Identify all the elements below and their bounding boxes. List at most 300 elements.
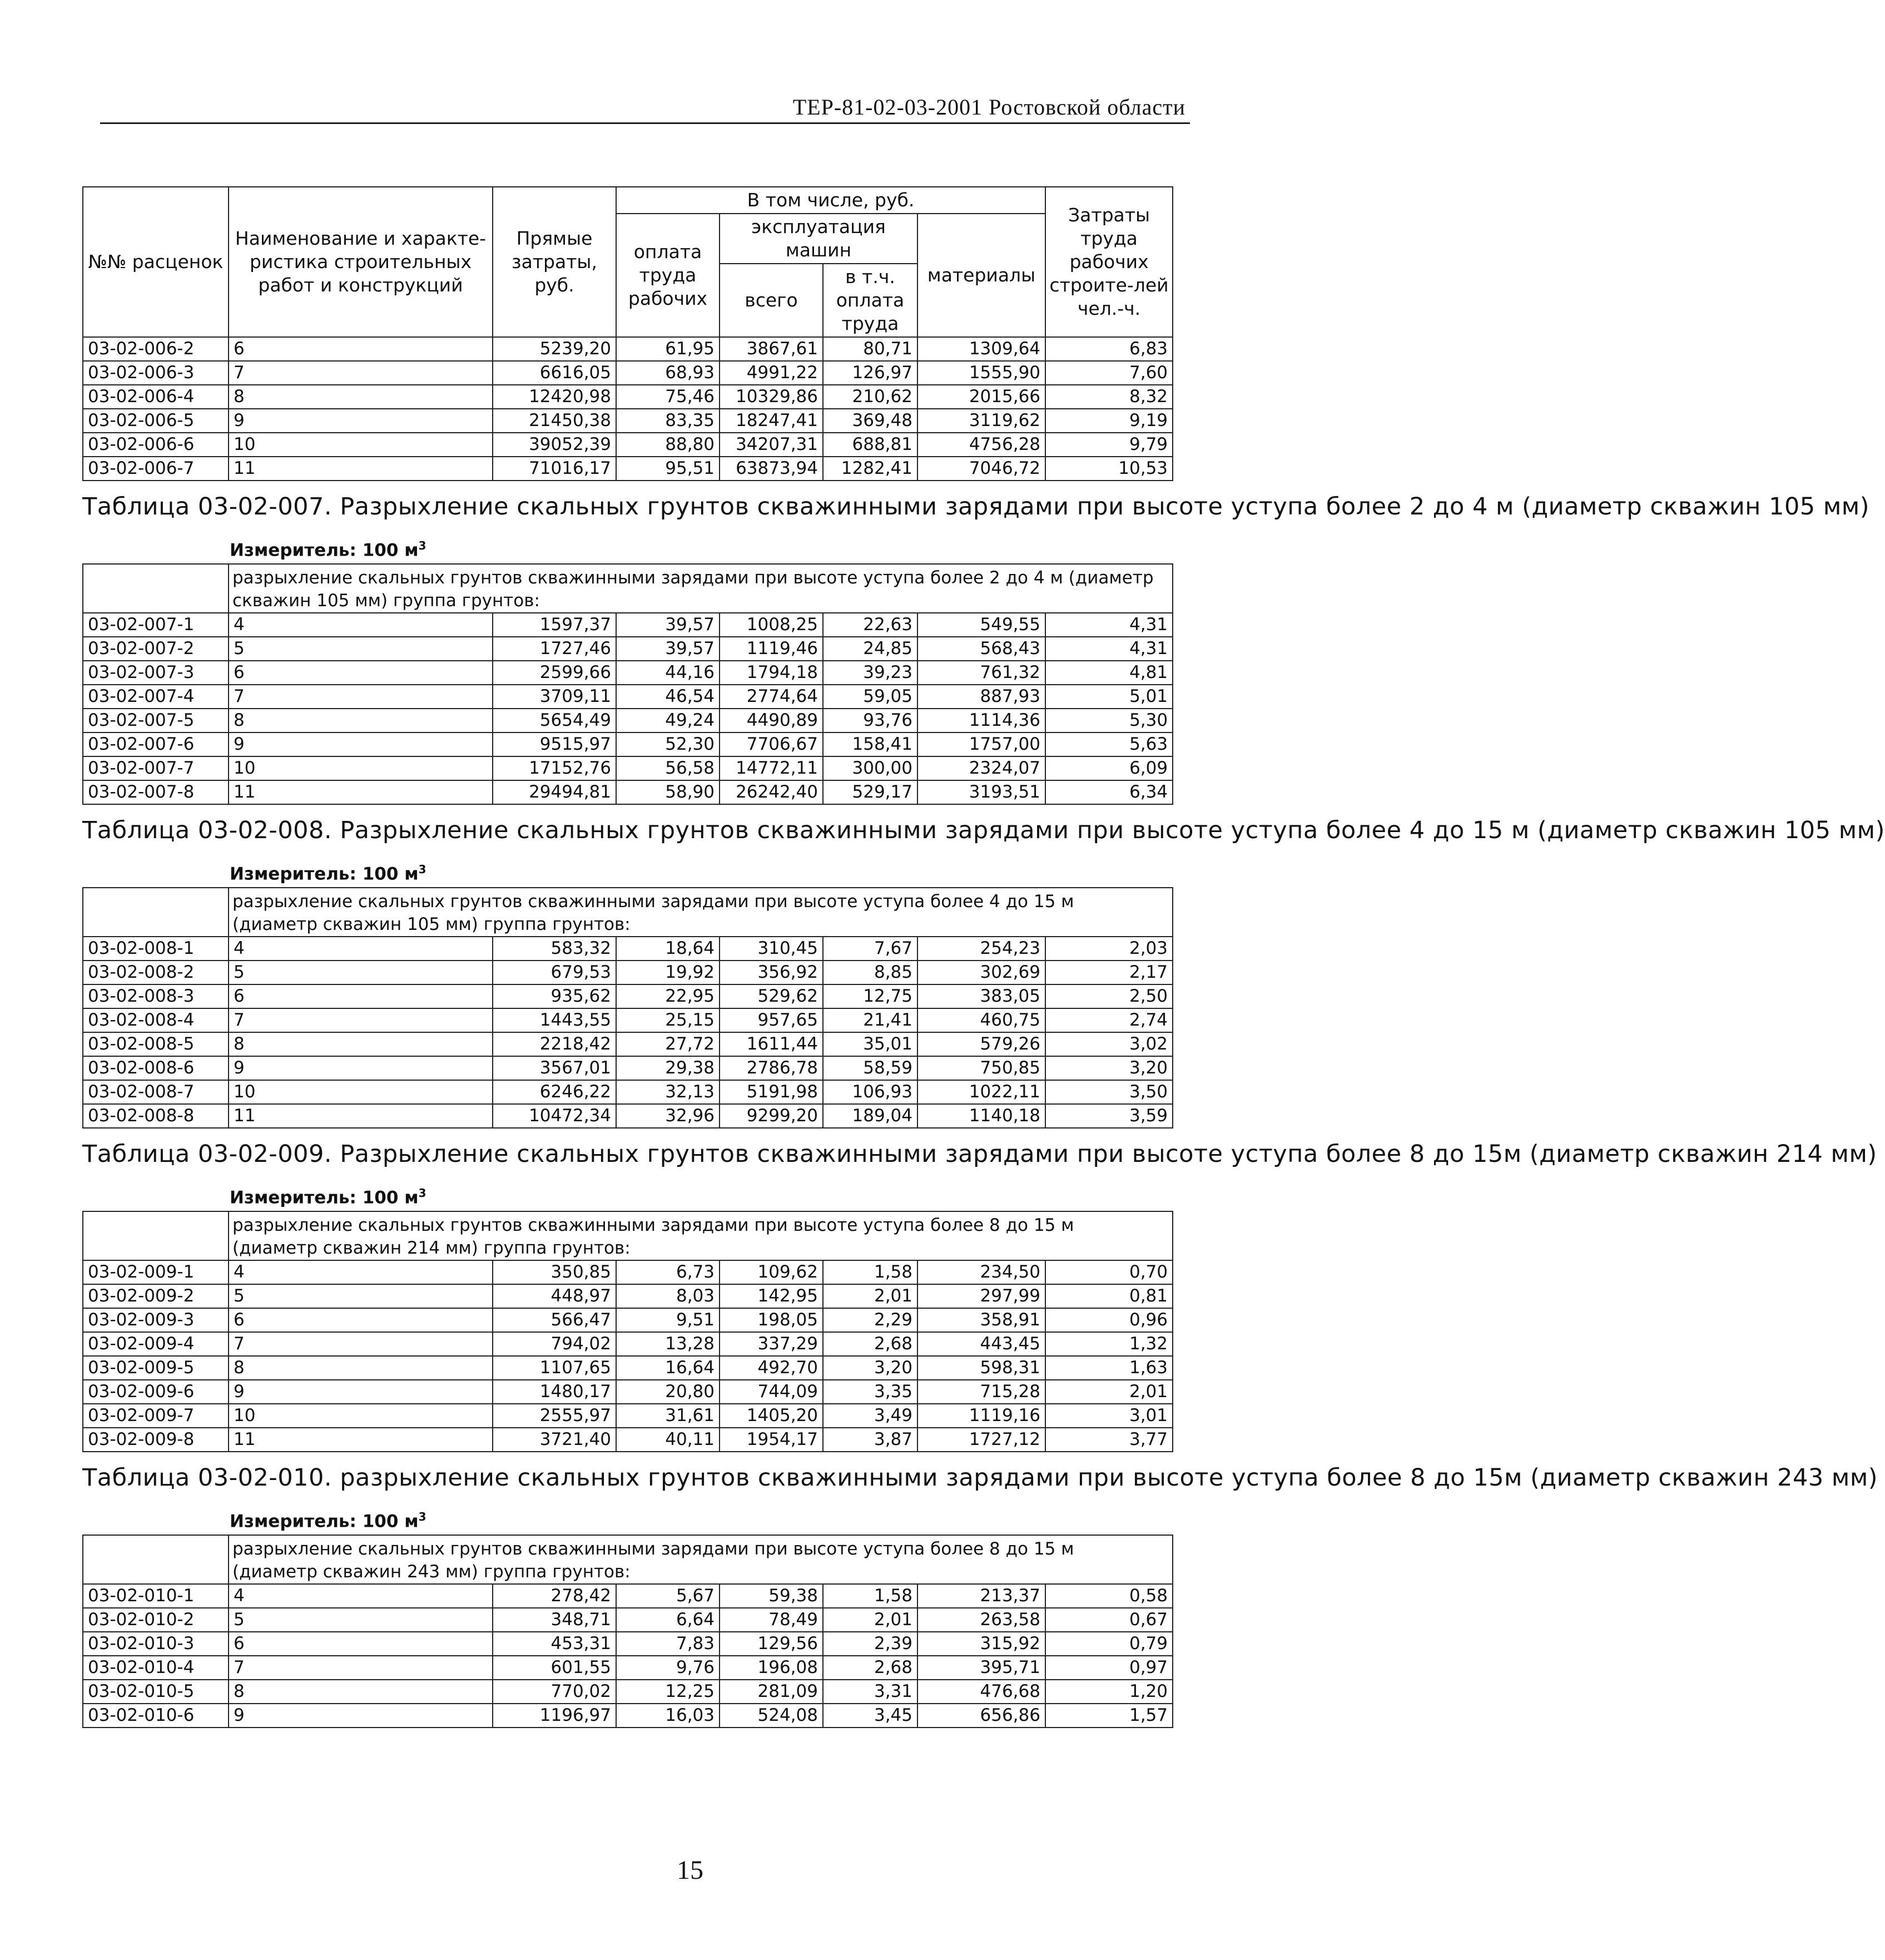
materials-cost: 715,28 xyxy=(917,1380,1045,1404)
table-row xyxy=(83,1104,1173,1128)
soil-group: 9 xyxy=(229,1056,493,1080)
machine-labor: 529,17 xyxy=(823,780,917,804)
rate-code: 03-02-007-8 xyxy=(83,780,229,804)
labor-cost: 58,90 xyxy=(616,780,720,804)
rate-code: 03-02-006-2 xyxy=(83,337,229,361)
unit-of-measure xyxy=(82,856,1172,887)
rate-code: 03-02-007-5 xyxy=(83,709,229,732)
soil-group: 8 xyxy=(229,1356,493,1380)
machine-total: 10329,86 xyxy=(720,385,823,409)
table-row xyxy=(83,961,1173,984)
table-row xyxy=(83,361,1173,385)
labor-cost: 19,92 xyxy=(616,961,720,984)
materials-cost: 761,32 xyxy=(917,661,1045,685)
machine-labor: 39,23 xyxy=(823,661,917,685)
labor-cost: 27,72 xyxy=(616,1032,720,1056)
direct-cost: 1480,17 xyxy=(493,1380,616,1404)
soil-group: 9 xyxy=(229,1380,493,1404)
labor-cost: 83,35 xyxy=(616,409,720,433)
table-row xyxy=(83,984,1173,1008)
materials-cost: 1114,36 xyxy=(917,709,1045,732)
labor-cost: 29,38 xyxy=(616,1056,720,1080)
rate-code: 03-02-007-4 xyxy=(83,685,229,709)
description-code-cell xyxy=(83,1535,229,1584)
machine-total: 1008,25 xyxy=(720,613,823,637)
machine-labor: 369,48 xyxy=(823,409,917,433)
table-row xyxy=(83,780,1173,804)
direct-cost: 1443,55 xyxy=(493,1008,616,1032)
labor-hours: 3,50 xyxy=(1045,1080,1173,1104)
col-labor-header: оплата труда рабочих xyxy=(616,214,720,337)
soil-group: 5 xyxy=(229,1284,493,1308)
materials-cost: 263,58 xyxy=(917,1608,1045,1632)
labor-hours: 3,59 xyxy=(1045,1104,1173,1128)
table-row xyxy=(83,1032,1173,1056)
top-rows xyxy=(83,337,1173,481)
materials-cost: 395,71 xyxy=(917,1656,1045,1680)
soil-group: 11 xyxy=(229,1104,493,1128)
machine-labor: 3,87 xyxy=(823,1428,917,1452)
col-name-header: Наименование и характе-ристика строительных работ и конструкций xyxy=(229,187,493,337)
machine-total: 957,65 xyxy=(720,1008,823,1032)
labor-cost: 9,51 xyxy=(616,1308,720,1332)
table-title: Таблица 03-02-010. разрыхление скальных грунтов скважинными зарядами при высоте уступа более 8 до 15м (диаметр скважин 243 мм) xyxy=(82,1464,1878,1492)
direct-cost: 3721,40 xyxy=(493,1428,616,1452)
labor-hours: 0,70 xyxy=(1045,1260,1173,1284)
table-row xyxy=(83,409,1173,433)
materials-cost: 750,85 xyxy=(917,1056,1045,1080)
labor-hours: 2,03 xyxy=(1045,937,1173,961)
labor-hours: 0,96 xyxy=(1045,1308,1173,1332)
direct-cost: 679,53 xyxy=(493,961,616,984)
rate-code: 03-02-009-2 xyxy=(83,1284,229,1308)
direct-cost: 21450,38 xyxy=(493,409,616,433)
direct-cost: 2218,42 xyxy=(493,1032,616,1056)
machine-labor: 8,85 xyxy=(823,961,917,984)
soil-group: 10 xyxy=(229,1080,493,1104)
materials-cost: 383,05 xyxy=(917,984,1045,1008)
machine-labor: 58,59 xyxy=(823,1056,917,1080)
materials-cost: 1309,64 xyxy=(917,337,1045,361)
table-row xyxy=(83,709,1173,732)
soil-group: 11 xyxy=(229,780,493,804)
unit-label xyxy=(230,539,426,560)
rate-code: 03-02-007-3 xyxy=(83,661,229,685)
rate-code: 03-02-006-7 xyxy=(83,457,229,481)
labor-cost: 56,58 xyxy=(616,756,720,780)
labor-cost: 13,28 xyxy=(616,1332,720,1356)
labor-hours: 0,97 xyxy=(1045,1656,1173,1680)
materials-cost: 297,99 xyxy=(917,1284,1045,1308)
machine-labor: 2,39 xyxy=(823,1632,917,1656)
soil-group: 9 xyxy=(229,409,493,433)
direct-cost: 17152,76 xyxy=(493,756,616,780)
labor-hours: 6,34 xyxy=(1045,780,1173,804)
materials-cost: 887,93 xyxy=(917,685,1045,709)
materials-cost: 302,69 xyxy=(917,961,1045,984)
labor-cost: 32,13 xyxy=(616,1080,720,1104)
direct-cost: 10472,34 xyxy=(493,1104,616,1128)
labor-cost: 46,54 xyxy=(616,685,720,709)
materials-cost: 3193,51 xyxy=(917,780,1045,804)
rate-code: 03-02-007-1 xyxy=(83,613,229,637)
machine-total: 196,08 xyxy=(720,1656,823,1680)
col-incl-pay-header: в т.ч. оплата труда xyxy=(823,264,917,337)
labor-hours: 6,83 xyxy=(1045,337,1173,361)
description-row xyxy=(83,888,1173,937)
materials-cost: 213,37 xyxy=(917,1584,1045,1608)
soil-group: 7 xyxy=(229,685,493,709)
table-title: Таблица 03-02-007. Разрыхление скальных грунтов скважинными зарядами при высоте уступа более 2 до 4 м (диаметр скважин 105 мм) xyxy=(82,493,1869,521)
group-description: разрыхление скальных грунтов скважинными зарядами при высоте уступа более 4 до 15 м (диаметр скважин 105 мм) группа грунтов: xyxy=(229,888,1173,937)
group-description: разрыхление скальных грунтов скважинными зарядами при высоте уступа более 8 до 15 м (диаметр скважин 214 мм) группа грунтов: xyxy=(229,1211,1173,1260)
machine-total: 2786,78 xyxy=(720,1056,823,1080)
machine-labor: 688,81 xyxy=(823,433,917,457)
machine-labor: 126,97 xyxy=(823,361,917,385)
machine-labor: 106,93 xyxy=(823,1080,917,1104)
soil-group: 11 xyxy=(229,1428,493,1452)
rates-table xyxy=(82,563,1173,805)
labor-cost: 25,15 xyxy=(616,1008,720,1032)
unit-text: Измеритель: 100 м xyxy=(230,1511,419,1531)
direct-cost: 566,47 xyxy=(493,1308,616,1332)
rate-code: 03-02-008-8 xyxy=(83,1104,229,1128)
direct-cost: 5239,20 xyxy=(493,337,616,361)
direct-cost: 2599,66 xyxy=(493,661,616,685)
labor-hours: 3,20 xyxy=(1045,1056,1173,1080)
materials-cost: 579,26 xyxy=(917,1032,1045,1056)
rate-code: 03-02-006-4 xyxy=(83,385,229,409)
direct-cost: 12420,98 xyxy=(493,385,616,409)
description-row xyxy=(83,1535,1173,1584)
labor-cost: 52,30 xyxy=(616,732,720,756)
machine-total: 198,05 xyxy=(720,1308,823,1332)
rate-code: 03-02-009-7 xyxy=(83,1404,229,1428)
table-row xyxy=(83,685,1173,709)
machine-total: 5191,98 xyxy=(720,1080,823,1104)
labor-hours: 4,81 xyxy=(1045,661,1173,685)
unit-label xyxy=(230,1186,426,1207)
direct-cost: 770,02 xyxy=(493,1680,616,1704)
description-row xyxy=(83,564,1173,613)
page-number: 15 xyxy=(677,1855,703,1885)
materials-cost: 1727,12 xyxy=(917,1428,1045,1452)
direct-cost: 448,97 xyxy=(493,1284,616,1308)
machine-total: 4490,89 xyxy=(720,709,823,732)
unit-text: Измеритель: 100 м xyxy=(230,1187,419,1207)
direct-cost: 1196,97 xyxy=(493,1704,616,1728)
labor-cost: 49,24 xyxy=(616,709,720,732)
sections xyxy=(82,481,1885,1728)
machine-total: 492,70 xyxy=(720,1356,823,1380)
machine-labor: 3,35 xyxy=(823,1380,917,1404)
document-id: ТЕР-81-02-03-2001 Ростовской области xyxy=(792,95,1185,120)
labor-cost: 6,64 xyxy=(616,1608,720,1632)
table-row xyxy=(83,1404,1173,1428)
direct-cost: 3709,11 xyxy=(493,685,616,709)
materials-cost: 656,86 xyxy=(917,1704,1045,1728)
labor-hours: 1,20 xyxy=(1045,1680,1173,1704)
direct-cost: 601,55 xyxy=(493,1656,616,1680)
labor-hours: 1,32 xyxy=(1045,1332,1173,1356)
col-direct-header: Прямые затраты, руб. xyxy=(493,187,616,337)
machine-total: 1405,20 xyxy=(720,1404,823,1428)
soil-group: 8 xyxy=(229,385,493,409)
machine-labor: 1,58 xyxy=(823,1260,917,1284)
materials-cost: 443,45 xyxy=(917,1332,1045,1356)
labor-hours: 2,74 xyxy=(1045,1008,1173,1032)
rate-code: 03-02-006-5 xyxy=(83,409,229,433)
labor-cost: 88,80 xyxy=(616,433,720,457)
rate-code: 03-02-009-6 xyxy=(83,1380,229,1404)
soil-group: 5 xyxy=(229,637,493,661)
labor-hours: 3,77 xyxy=(1045,1428,1173,1452)
rates-table xyxy=(82,887,1173,1129)
table-row xyxy=(83,637,1173,661)
machine-total: 1119,46 xyxy=(720,637,823,661)
description-code-cell xyxy=(83,888,229,937)
direct-cost: 453,31 xyxy=(493,1632,616,1656)
table-row xyxy=(83,1260,1173,1284)
table-row xyxy=(83,1080,1173,1104)
labor-cost: 9,76 xyxy=(616,1656,720,1680)
page-header xyxy=(100,96,1190,124)
materials-cost: 1022,11 xyxy=(917,1080,1045,1104)
unit-of-measure xyxy=(82,1180,1172,1211)
materials-cost: 598,31 xyxy=(917,1356,1045,1380)
unit-of-measure xyxy=(82,532,1172,563)
description-row xyxy=(83,1211,1173,1260)
materials-cost: 2324,07 xyxy=(917,756,1045,780)
machine-total: 281,09 xyxy=(720,1680,823,1704)
machine-total: 529,62 xyxy=(720,984,823,1008)
soil-group: 6 xyxy=(229,984,493,1008)
table-row xyxy=(83,661,1173,685)
table-row xyxy=(83,1656,1173,1680)
rate-code: 03-02-006-3 xyxy=(83,361,229,385)
soil-group: 6 xyxy=(229,661,493,685)
labor-cost: 39,57 xyxy=(616,637,720,661)
soil-group: 7 xyxy=(229,361,493,385)
table-row xyxy=(83,1308,1173,1332)
table-row xyxy=(83,457,1173,481)
rate-code: 03-02-010-4 xyxy=(83,1656,229,1680)
table-title: Таблица 03-02-008. Разрыхление скальных грунтов скважинными зарядами при высоте уступа более 4 до 15 м (диаметр скважин 105 мм) xyxy=(82,816,1885,844)
machine-total: 3867,61 xyxy=(720,337,823,361)
col-total-header: всего xyxy=(720,264,823,337)
machine-total: 142,95 xyxy=(720,1284,823,1308)
col-machines-header: эксплуатация машин xyxy=(720,214,917,264)
labor-cost: 31,61 xyxy=(616,1404,720,1428)
machine-labor: 35,01 xyxy=(823,1032,917,1056)
materials-cost: 2015,66 xyxy=(917,385,1045,409)
soil-group: 8 xyxy=(229,1680,493,1704)
machine-labor: 1282,41 xyxy=(823,457,917,481)
unit-exponent: 3 xyxy=(418,862,426,876)
rate-code: 03-02-008-2 xyxy=(83,961,229,984)
direct-cost: 71016,17 xyxy=(493,457,616,481)
labor-hours: 5,63 xyxy=(1045,732,1173,756)
machine-total: 7706,67 xyxy=(720,732,823,756)
table-row xyxy=(83,756,1173,780)
labor-hours: 1,57 xyxy=(1045,1704,1173,1728)
labor-cost: 61,95 xyxy=(616,337,720,361)
direct-cost: 5654,49 xyxy=(493,709,616,732)
labor-hours: 6,09 xyxy=(1045,756,1173,780)
machine-total: 2774,64 xyxy=(720,685,823,709)
rate-code: 03-02-009-8 xyxy=(83,1428,229,1452)
labor-hours: 5,30 xyxy=(1045,709,1173,732)
materials-cost: 315,92 xyxy=(917,1632,1045,1656)
table-row xyxy=(83,937,1173,961)
labor-cost: 6,73 xyxy=(616,1260,720,1284)
rate-code: 03-02-010-3 xyxy=(83,1632,229,1656)
machine-labor: 93,76 xyxy=(823,709,917,732)
table-row xyxy=(83,433,1173,457)
price-tables xyxy=(82,186,1885,1728)
soil-group: 10 xyxy=(229,756,493,780)
machine-total: 59,38 xyxy=(720,1584,823,1608)
materials-cost: 358,91 xyxy=(917,1308,1045,1332)
rate-code: 03-02-007-2 xyxy=(83,637,229,661)
labor-hours: 4,31 xyxy=(1045,637,1173,661)
machine-labor: 3,31 xyxy=(823,1680,917,1704)
labor-hours: 2,50 xyxy=(1045,984,1173,1008)
machine-total: 109,62 xyxy=(720,1260,823,1284)
rate-code: 03-02-008-7 xyxy=(83,1080,229,1104)
machine-total: 129,56 xyxy=(720,1632,823,1656)
machine-total: 1794,18 xyxy=(720,661,823,685)
direct-cost: 39052,39 xyxy=(493,433,616,457)
soil-group: 9 xyxy=(229,732,493,756)
unit-exponent: 3 xyxy=(418,1186,426,1200)
rate-code: 03-02-008-5 xyxy=(83,1032,229,1056)
machine-total: 4991,22 xyxy=(720,361,823,385)
rate-code: 03-02-007-6 xyxy=(83,732,229,756)
machine-total: 1954,17 xyxy=(720,1428,823,1452)
machine-labor: 24,85 xyxy=(823,637,917,661)
rates-table xyxy=(82,1211,1173,1452)
machine-labor: 300,00 xyxy=(823,756,917,780)
direct-cost: 29494,81 xyxy=(493,780,616,804)
machine-total: 337,29 xyxy=(720,1332,823,1356)
labor-hours: 7,60 xyxy=(1045,361,1173,385)
labor-cost: 40,11 xyxy=(616,1428,720,1452)
soil-group: 9 xyxy=(229,1704,493,1728)
unit-exponent: 3 xyxy=(418,1509,426,1523)
table-title: Таблица 03-02-009. Разрыхление скальных грунтов скважинными зарядами при высоте уступа более 8 до 15м (диаметр скважин 214 мм) xyxy=(82,1140,1877,1168)
table-row xyxy=(83,1332,1173,1356)
unit-text: Измеритель: 100 м xyxy=(230,540,419,560)
direct-cost: 348,71 xyxy=(493,1608,616,1632)
rate-code: 03-02-010-2 xyxy=(83,1608,229,1632)
direct-cost: 794,02 xyxy=(493,1332,616,1356)
soil-group: 5 xyxy=(229,1608,493,1632)
direct-cost: 1107,65 xyxy=(493,1356,616,1380)
rate-code: 03-02-010-6 xyxy=(83,1704,229,1728)
table-row xyxy=(83,385,1173,409)
col-materials-header: материалы xyxy=(917,214,1045,337)
materials-cost: 476,68 xyxy=(917,1680,1045,1704)
rate-code: 03-02-008-1 xyxy=(83,937,229,961)
labor-cost: 20,80 xyxy=(616,1380,720,1404)
labor-hours: 0,67 xyxy=(1045,1608,1173,1632)
description-code-cell xyxy=(83,564,229,613)
header-table xyxy=(82,186,1173,481)
machine-total: 14772,11 xyxy=(720,756,823,780)
unit-text: Измеритель: 100 м xyxy=(230,864,419,884)
direct-cost: 9515,97 xyxy=(493,732,616,756)
materials-cost: 4756,28 xyxy=(917,433,1045,457)
direct-cost: 2555,97 xyxy=(493,1404,616,1428)
direct-cost: 1597,37 xyxy=(493,613,616,637)
materials-cost: 568,43 xyxy=(917,637,1045,661)
direct-cost: 278,42 xyxy=(493,1584,616,1608)
labor-cost: 16,64 xyxy=(616,1356,720,1380)
labor-cost: 16,03 xyxy=(616,1704,720,1728)
materials-cost: 1757,00 xyxy=(917,732,1045,756)
rate-code: 03-02-010-1 xyxy=(83,1584,229,1608)
machine-total: 63873,94 xyxy=(720,457,823,481)
labor-cost: 95,51 xyxy=(616,457,720,481)
materials-cost: 1119,16 xyxy=(917,1404,1045,1428)
machine-total: 9299,20 xyxy=(720,1104,823,1128)
labor-cost: 39,57 xyxy=(616,613,720,637)
materials-cost: 254,23 xyxy=(917,937,1045,961)
soil-group: 4 xyxy=(229,1584,493,1608)
machine-labor: 12,75 xyxy=(823,984,917,1008)
labor-cost: 8,03 xyxy=(616,1284,720,1308)
machine-labor: 210,62 xyxy=(823,385,917,409)
labor-cost: 32,96 xyxy=(616,1104,720,1128)
machine-labor: 2,01 xyxy=(823,1608,917,1632)
unit-of-measure xyxy=(82,1503,1172,1535)
labor-cost: 5,67 xyxy=(616,1584,720,1608)
rate-code: 03-02-008-3 xyxy=(83,984,229,1008)
col-incl-header: В том числе, руб. xyxy=(616,187,1045,214)
soil-group: 6 xyxy=(229,1632,493,1656)
labor-hours: 10,53 xyxy=(1045,457,1173,481)
labor-cost: 44,16 xyxy=(616,661,720,685)
soil-group: 5 xyxy=(229,961,493,984)
labor-cost: 18,64 xyxy=(616,937,720,961)
soil-group: 4 xyxy=(229,613,493,637)
table-row xyxy=(83,1632,1173,1656)
materials-cost: 1555,90 xyxy=(917,361,1045,385)
table-row xyxy=(83,1680,1173,1704)
table-row xyxy=(83,1380,1173,1404)
machine-labor: 189,04 xyxy=(823,1104,917,1128)
labor-hours: 2,01 xyxy=(1045,1380,1173,1404)
materials-cost: 1140,18 xyxy=(917,1104,1045,1128)
machine-total: 18247,41 xyxy=(720,409,823,433)
soil-group: 8 xyxy=(229,1032,493,1056)
labor-cost: 22,95 xyxy=(616,984,720,1008)
description-code-cell xyxy=(83,1211,229,1260)
machine-labor: 2,68 xyxy=(823,1656,917,1680)
group-description: разрыхление скальных грунтов скважинными зарядами при высоте уступа более 2 до 4 м (диаметр скважин 105 мм) группа грунтов: xyxy=(229,564,1173,613)
table-row xyxy=(83,1704,1173,1728)
rate-code: 03-02-006-6 xyxy=(83,433,229,457)
table-row xyxy=(83,732,1173,756)
table-row xyxy=(83,1428,1173,1452)
machine-labor: 59,05 xyxy=(823,685,917,709)
rate-code: 03-02-009-3 xyxy=(83,1308,229,1332)
machine-total: 310,45 xyxy=(720,937,823,961)
soil-group: 8 xyxy=(229,709,493,732)
labor-hours: 3,02 xyxy=(1045,1032,1173,1056)
machine-total: 744,09 xyxy=(720,1380,823,1404)
